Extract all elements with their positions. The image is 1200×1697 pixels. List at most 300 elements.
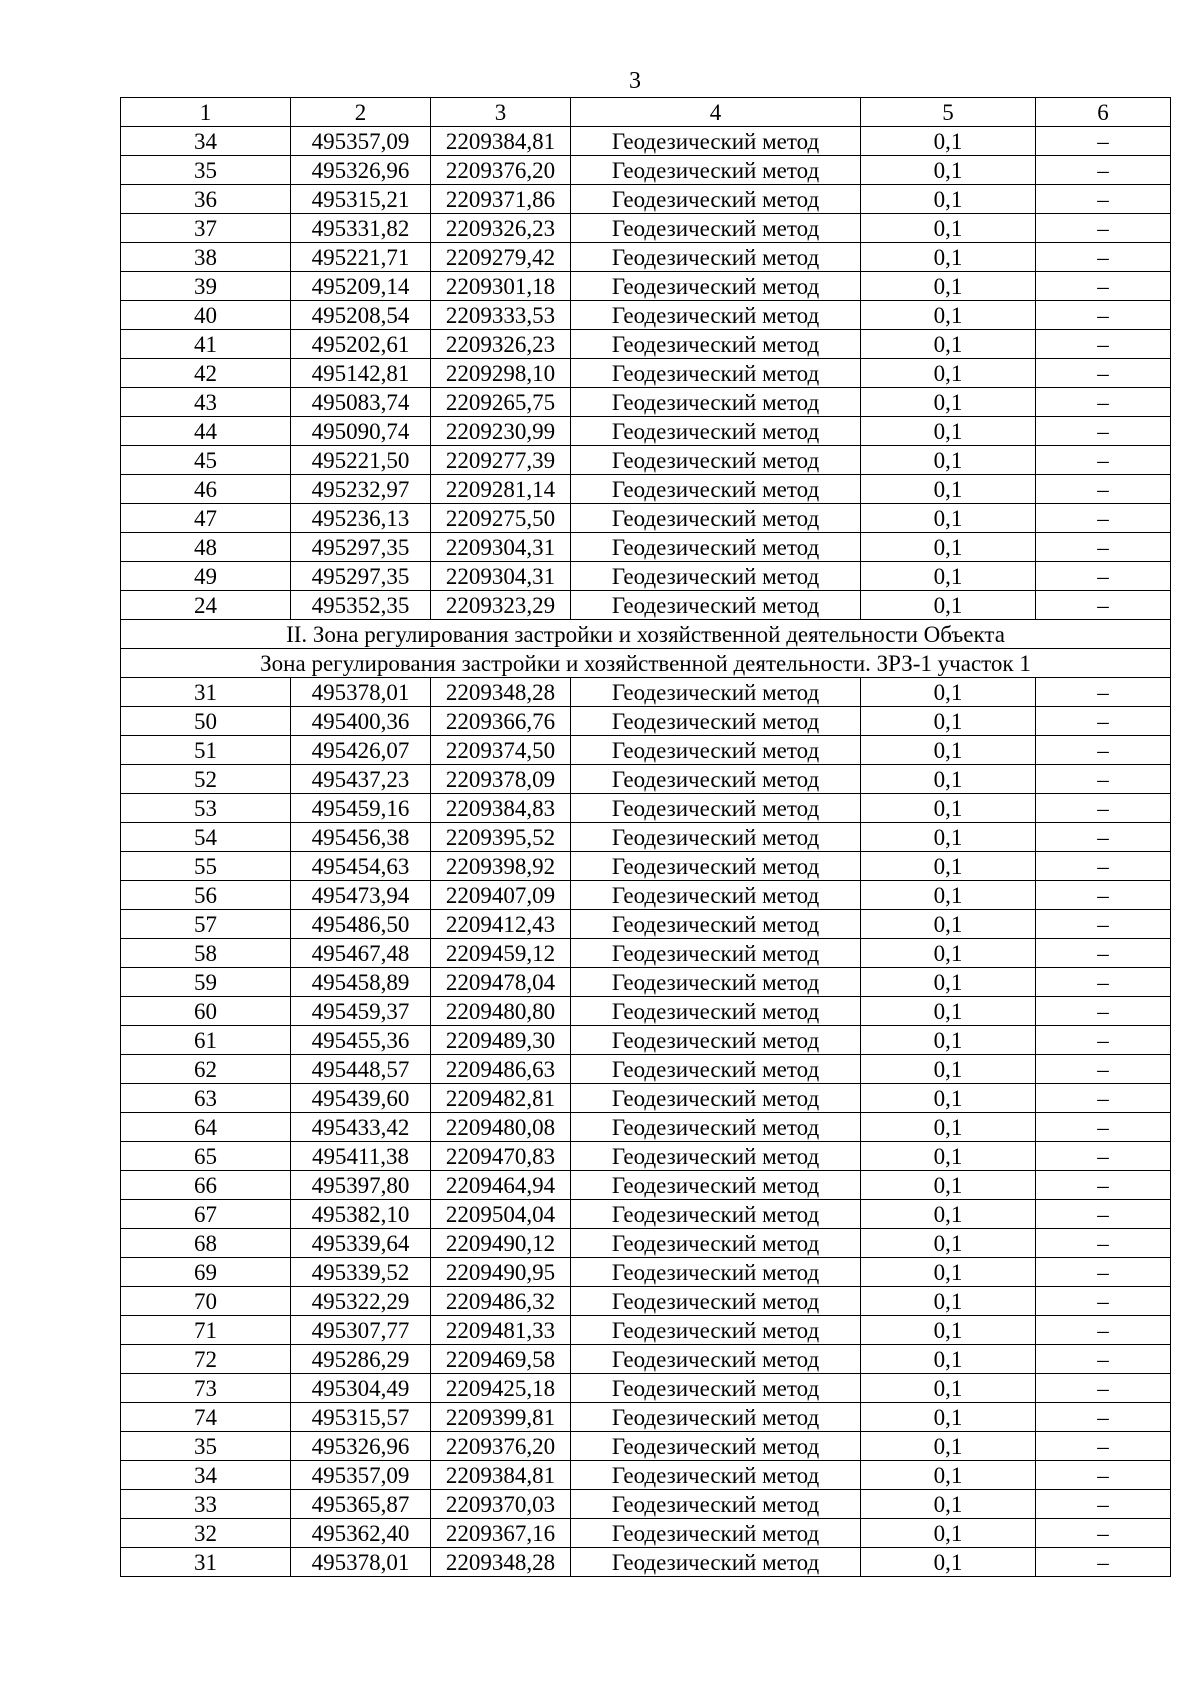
y-coordinate-cell: 2209230,99 — [431, 417, 571, 446]
x-coordinate-cell: 495467,48 — [291, 939, 431, 968]
accuracy-cell: 0,1 — [861, 417, 1036, 446]
description-cell: – — [1036, 330, 1171, 359]
table-row — [121, 475, 1171, 504]
accuracy-cell: 0,1 — [861, 1374, 1036, 1403]
subsection-row — [121, 649, 1171, 678]
y-coordinate-cell: 2209275,50 — [431, 504, 571, 533]
description-cell: – — [1036, 272, 1171, 301]
x-coordinate-cell: 495473,94 — [291, 881, 431, 910]
table-row — [121, 765, 1171, 794]
description-cell: – — [1036, 533, 1171, 562]
table-row — [121, 504, 1171, 533]
method-cell: Геодезический метод — [571, 910, 861, 939]
x-coordinate-cell: 495307,77 — [291, 1316, 431, 1345]
x-coordinate-cell: 495458,89 — [291, 968, 431, 997]
table-row — [121, 272, 1171, 301]
method-cell: Геодезический метод — [571, 968, 861, 997]
x-coordinate-cell: 495411,38 — [291, 1142, 431, 1171]
point-number-cell: 53 — [121, 794, 291, 823]
point-number-cell: 34 — [121, 127, 291, 156]
table-row — [121, 243, 1171, 272]
description-cell: – — [1036, 1490, 1171, 1519]
y-coordinate-cell: 2209470,83 — [431, 1142, 571, 1171]
accuracy-cell: 0,1 — [861, 1258, 1036, 1287]
method-cell: Геодезический метод — [571, 185, 861, 214]
y-coordinate-cell: 2209376,20 — [431, 1432, 571, 1461]
description-cell: – — [1036, 823, 1171, 852]
accuracy-cell: 0,1 — [861, 156, 1036, 185]
point-number-cell: 40 — [121, 301, 291, 330]
table-row — [121, 1316, 1171, 1345]
point-number-cell: 67 — [121, 1200, 291, 1229]
x-coordinate-cell: 495326,96 — [291, 156, 431, 185]
table-row — [121, 1490, 1171, 1519]
y-coordinate-cell: 2209482,81 — [431, 1084, 571, 1113]
point-number-cell: 56 — [121, 881, 291, 910]
method-cell: Геодезический метод — [571, 156, 861, 185]
description-cell: – — [1036, 881, 1171, 910]
point-number-cell: 65 — [121, 1142, 291, 1171]
description-cell: – — [1036, 1142, 1171, 1171]
method-cell: Геодезический метод — [571, 388, 861, 417]
y-coordinate-cell: 2209348,28 — [431, 1548, 571, 1577]
table-row — [121, 1374, 1171, 1403]
accuracy-cell: 0,1 — [861, 533, 1036, 562]
point-number-cell: 68 — [121, 1229, 291, 1258]
point-number-cell: 64 — [121, 1113, 291, 1142]
section-heading-block — [121, 620, 1171, 678]
point-number-cell: 41 — [121, 330, 291, 359]
table-row — [121, 1113, 1171, 1142]
x-coordinate-cell: 495339,64 — [291, 1229, 431, 1258]
accuracy-cell: 0,1 — [861, 214, 1036, 243]
table-row — [121, 417, 1171, 446]
method-cell: Геодезический метод — [571, 475, 861, 504]
method-cell: Геодезический метод — [571, 881, 861, 910]
point-number-cell: 44 — [121, 417, 291, 446]
table-row — [121, 997, 1171, 1026]
y-coordinate-cell: 2209326,23 — [431, 214, 571, 243]
y-coordinate-cell: 2209459,12 — [431, 939, 571, 968]
table-row — [121, 330, 1171, 359]
header-cell-5: 5 — [861, 98, 1036, 127]
accuracy-cell: 0,1 — [861, 997, 1036, 1026]
point-number-cell: 47 — [121, 504, 291, 533]
accuracy-cell: 0,1 — [861, 1200, 1036, 1229]
method-cell: Геодезический метод — [571, 591, 861, 620]
y-coordinate-cell: 2209425,18 — [431, 1374, 571, 1403]
subsection-title: Зона регулирования застройки и хозяйственной деятельности. ЗРЗ-1 участок 1 — [121, 649, 1171, 678]
table-row — [121, 823, 1171, 852]
table-row — [121, 910, 1171, 939]
header-cell-2: 2 — [291, 98, 431, 127]
accuracy-cell: 0,1 — [861, 1171, 1036, 1200]
y-coordinate-cell: 2209378,09 — [431, 765, 571, 794]
x-coordinate-cell: 495232,97 — [291, 475, 431, 504]
y-coordinate-cell: 2209323,29 — [431, 591, 571, 620]
y-coordinate-cell: 2209277,39 — [431, 446, 571, 475]
description-cell: – — [1036, 765, 1171, 794]
accuracy-cell: 0,1 — [861, 852, 1036, 881]
y-coordinate-cell: 2209265,75 — [431, 388, 571, 417]
point-number-cell: 57 — [121, 910, 291, 939]
method-cell: Геодезический метод — [571, 707, 861, 736]
method-cell: Геодезический метод — [571, 1287, 861, 1316]
method-cell: Геодезический метод — [571, 272, 861, 301]
table-body-part1 — [121, 127, 1171, 620]
point-number-cell: 50 — [121, 707, 291, 736]
point-number-cell: 45 — [121, 446, 291, 475]
accuracy-cell: 0,1 — [861, 1287, 1036, 1316]
y-coordinate-cell: 2209480,08 — [431, 1113, 571, 1142]
y-coordinate-cell: 2209333,53 — [431, 301, 571, 330]
accuracy-cell: 0,1 — [861, 504, 1036, 533]
accuracy-cell: 0,1 — [861, 1316, 1036, 1345]
point-number-cell: 35 — [121, 156, 291, 185]
table-row — [121, 968, 1171, 997]
description-cell: – — [1036, 678, 1171, 707]
accuracy-cell: 0,1 — [861, 1548, 1036, 1577]
accuracy-cell: 0,1 — [861, 591, 1036, 620]
accuracy-cell: 0,1 — [861, 707, 1036, 736]
description-cell: – — [1036, 939, 1171, 968]
point-number-cell: 52 — [121, 765, 291, 794]
method-cell: Геодезический метод — [571, 1461, 861, 1490]
description-cell: – — [1036, 1026, 1171, 1055]
table-row — [121, 1432, 1171, 1461]
point-number-cell: 54 — [121, 823, 291, 852]
y-coordinate-cell: 2209367,16 — [431, 1519, 571, 1548]
method-cell: Геодезический метод — [571, 852, 861, 881]
x-coordinate-cell: 495315,21 — [291, 185, 431, 214]
accuracy-cell: 0,1 — [861, 1055, 1036, 1084]
description-cell: – — [1036, 1461, 1171, 1490]
description-cell: – — [1036, 591, 1171, 620]
description-cell: – — [1036, 1287, 1171, 1316]
description-cell: – — [1036, 707, 1171, 736]
table-row — [121, 1461, 1171, 1490]
description-cell: – — [1036, 475, 1171, 504]
x-coordinate-cell: 495397,80 — [291, 1171, 431, 1200]
y-coordinate-cell: 2209371,86 — [431, 185, 571, 214]
accuracy-cell: 0,1 — [861, 794, 1036, 823]
description-cell: – — [1036, 794, 1171, 823]
y-coordinate-cell: 2209481,33 — [431, 1316, 571, 1345]
point-number-cell: 37 — [121, 214, 291, 243]
method-cell: Геодезический метод — [571, 678, 861, 707]
y-coordinate-cell: 2209374,50 — [431, 736, 571, 765]
method-cell: Геодезический метод — [571, 359, 861, 388]
accuracy-cell: 0,1 — [861, 446, 1036, 475]
header-cell-6: 6 — [1036, 98, 1171, 127]
description-cell: – — [1036, 1113, 1171, 1142]
point-number-cell: 74 — [121, 1403, 291, 1432]
description-cell: – — [1036, 359, 1171, 388]
description-cell: – — [1036, 214, 1171, 243]
description-cell: – — [1036, 446, 1171, 475]
x-coordinate-cell: 495304,49 — [291, 1374, 431, 1403]
point-number-cell: 48 — [121, 533, 291, 562]
x-coordinate-cell: 495456,38 — [291, 823, 431, 852]
x-coordinate-cell: 495459,16 — [291, 794, 431, 823]
y-coordinate-cell: 2209395,52 — [431, 823, 571, 852]
method-cell: Геодезический метод — [571, 301, 861, 330]
method-cell: Геодезический метод — [571, 127, 861, 156]
method-cell: Геодезический метод — [571, 1142, 861, 1171]
x-coordinate-cell: 495339,52 — [291, 1258, 431, 1287]
description-cell: – — [1036, 1519, 1171, 1548]
accuracy-cell: 0,1 — [861, 272, 1036, 301]
method-cell: Геодезический метод — [571, 1026, 861, 1055]
y-coordinate-cell: 2209384,81 — [431, 127, 571, 156]
point-number-cell: 55 — [121, 852, 291, 881]
accuracy-cell: 0,1 — [861, 1026, 1036, 1055]
description-cell: – — [1036, 127, 1171, 156]
method-cell: Геодезический метод — [571, 1055, 861, 1084]
description-cell: – — [1036, 1548, 1171, 1577]
x-coordinate-cell: 495437,23 — [291, 765, 431, 794]
point-number-cell: 69 — [121, 1258, 291, 1287]
point-number-cell: 61 — [121, 1026, 291, 1055]
table-row — [121, 707, 1171, 736]
y-coordinate-cell: 2209376,20 — [431, 156, 571, 185]
method-cell: Геодезический метод — [571, 446, 861, 475]
point-number-cell: 66 — [121, 1171, 291, 1200]
description-cell: – — [1036, 968, 1171, 997]
point-number-cell: 34 — [121, 1461, 291, 1490]
table-row — [121, 678, 1171, 707]
description-cell: – — [1036, 1345, 1171, 1374]
y-coordinate-cell: 2209486,63 — [431, 1055, 571, 1084]
accuracy-cell: 0,1 — [861, 1229, 1036, 1258]
point-number-cell: 71 — [121, 1316, 291, 1345]
description-cell: – — [1036, 1171, 1171, 1200]
accuracy-cell: 0,1 — [861, 475, 1036, 504]
y-coordinate-cell: 2209399,81 — [431, 1403, 571, 1432]
method-cell: Геодезический метод — [571, 1316, 861, 1345]
table-row — [121, 1287, 1171, 1316]
point-number-cell: 59 — [121, 968, 291, 997]
accuracy-cell: 0,1 — [861, 1345, 1036, 1374]
accuracy-cell: 0,1 — [861, 359, 1036, 388]
table-row — [121, 1519, 1171, 1548]
table-row — [121, 359, 1171, 388]
description-cell: – — [1036, 736, 1171, 765]
y-coordinate-cell: 2209469,58 — [431, 1345, 571, 1374]
description-cell: – — [1036, 1432, 1171, 1461]
point-number-cell: 31 — [121, 678, 291, 707]
accuracy-cell: 0,1 — [861, 1432, 1036, 1461]
table-row — [121, 301, 1171, 330]
table-row — [121, 794, 1171, 823]
x-coordinate-cell: 495362,40 — [291, 1519, 431, 1548]
table-body-part2 — [121, 678, 1171, 1577]
point-number-cell: 60 — [121, 997, 291, 1026]
table-row — [121, 1055, 1171, 1084]
description-cell: – — [1036, 562, 1171, 591]
x-coordinate-cell: 495208,54 — [291, 301, 431, 330]
table-row — [121, 852, 1171, 881]
table-row — [121, 533, 1171, 562]
point-number-cell: 70 — [121, 1287, 291, 1316]
table-row — [121, 446, 1171, 475]
x-coordinate-cell: 495221,50 — [291, 446, 431, 475]
method-cell: Геодезический метод — [571, 939, 861, 968]
method-cell: Геодезический метод — [571, 1490, 861, 1519]
table-row — [121, 127, 1171, 156]
accuracy-cell: 0,1 — [861, 968, 1036, 997]
accuracy-cell: 0,1 — [861, 185, 1036, 214]
x-coordinate-cell: 495315,57 — [291, 1403, 431, 1432]
accuracy-cell: 0,1 — [861, 330, 1036, 359]
x-coordinate-cell: 495286,29 — [291, 1345, 431, 1374]
section-row — [121, 620, 1171, 649]
y-coordinate-cell: 2209298,10 — [431, 359, 571, 388]
coordinates-table — [120, 97, 1171, 1577]
x-coordinate-cell: 495459,37 — [291, 997, 431, 1026]
table-row — [121, 1548, 1171, 1577]
page-number: 3 — [629, 68, 641, 94]
method-cell: Геодезический метод — [571, 1171, 861, 1200]
accuracy-cell: 0,1 — [861, 388, 1036, 417]
method-cell: Геодезический метод — [571, 765, 861, 794]
y-coordinate-cell: 2209407,09 — [431, 881, 571, 910]
header-cell-4: 4 — [571, 98, 861, 127]
x-coordinate-cell: 495454,63 — [291, 852, 431, 881]
point-number-cell: 32 — [121, 1519, 291, 1548]
point-number-cell: 33 — [121, 1490, 291, 1519]
table-row — [121, 1258, 1171, 1287]
method-cell: Геодезический метод — [571, 1519, 861, 1548]
description-cell: – — [1036, 910, 1171, 939]
table-row — [121, 1229, 1171, 1258]
point-number-cell: 38 — [121, 243, 291, 272]
method-cell: Геодезический метод — [571, 736, 861, 765]
description-cell: – — [1036, 504, 1171, 533]
x-coordinate-cell: 495433,42 — [291, 1113, 431, 1142]
x-coordinate-cell: 495378,01 — [291, 678, 431, 707]
description-cell: – — [1036, 1084, 1171, 1113]
x-coordinate-cell: 495326,96 — [291, 1432, 431, 1461]
method-cell: Геодезический метод — [571, 823, 861, 852]
accuracy-cell: 0,1 — [861, 562, 1036, 591]
method-cell: Геодезический метод — [571, 504, 861, 533]
method-cell: Геодезический метод — [571, 1345, 861, 1374]
table-row — [121, 939, 1171, 968]
description-cell: – — [1036, 185, 1171, 214]
y-coordinate-cell: 2209504,04 — [431, 1200, 571, 1229]
point-number-cell: 49 — [121, 562, 291, 591]
table-row — [121, 388, 1171, 417]
table-row — [121, 156, 1171, 185]
point-number-cell: 51 — [121, 736, 291, 765]
header-cell-1: 1 — [121, 98, 291, 127]
point-number-cell: 73 — [121, 1374, 291, 1403]
description-cell: – — [1036, 1374, 1171, 1403]
y-coordinate-cell: 2209304,31 — [431, 533, 571, 562]
description-cell: – — [1036, 1316, 1171, 1345]
y-coordinate-cell: 2209398,92 — [431, 852, 571, 881]
x-coordinate-cell: 495083,74 — [291, 388, 431, 417]
table-row — [121, 881, 1171, 910]
table-row — [121, 1026, 1171, 1055]
description-cell: – — [1036, 1258, 1171, 1287]
x-coordinate-cell: 495426,07 — [291, 736, 431, 765]
table-row — [121, 1171, 1171, 1200]
description-cell: – — [1036, 1055, 1171, 1084]
x-coordinate-cell: 495297,35 — [291, 533, 431, 562]
x-coordinate-cell: 495322,29 — [291, 1287, 431, 1316]
point-number-cell: 39 — [121, 272, 291, 301]
y-coordinate-cell: 2209486,32 — [431, 1287, 571, 1316]
method-cell: Геодезический метод — [571, 1113, 861, 1142]
accuracy-cell: 0,1 — [861, 127, 1036, 156]
y-coordinate-cell: 2209348,28 — [431, 678, 571, 707]
accuracy-cell: 0,1 — [861, 736, 1036, 765]
table-row — [121, 185, 1171, 214]
point-number-cell: 42 — [121, 359, 291, 388]
accuracy-cell: 0,1 — [861, 1142, 1036, 1171]
x-coordinate-cell: 495297,35 — [291, 562, 431, 591]
table-row — [121, 1200, 1171, 1229]
y-coordinate-cell: 2209478,04 — [431, 968, 571, 997]
accuracy-cell: 0,1 — [861, 243, 1036, 272]
accuracy-cell: 0,1 — [861, 910, 1036, 939]
x-coordinate-cell: 495439,60 — [291, 1084, 431, 1113]
x-coordinate-cell: 495378,01 — [291, 1548, 431, 1577]
accuracy-cell: 0,1 — [861, 1461, 1036, 1490]
description-cell: – — [1036, 852, 1171, 881]
description-cell: – — [1036, 301, 1171, 330]
method-cell: Геодезический метод — [571, 1403, 861, 1432]
method-cell: Геодезический метод — [571, 533, 861, 562]
description-cell: – — [1036, 243, 1171, 272]
header-cell-3: 3 — [431, 98, 571, 127]
y-coordinate-cell: 2209490,12 — [431, 1229, 571, 1258]
x-coordinate-cell: 495202,61 — [291, 330, 431, 359]
table-row — [121, 562, 1171, 591]
x-coordinate-cell: 495357,09 — [291, 1461, 431, 1490]
description-cell: – — [1036, 388, 1171, 417]
point-number-cell: 35 — [121, 1432, 291, 1461]
method-cell: Геодезический метод — [571, 417, 861, 446]
point-number-cell: 43 — [121, 388, 291, 417]
accuracy-cell: 0,1 — [861, 939, 1036, 968]
accuracy-cell: 0,1 — [861, 301, 1036, 330]
table-row — [121, 736, 1171, 765]
method-cell: Геодезический метод — [571, 1084, 861, 1113]
table-row — [121, 591, 1171, 620]
table-header-row — [121, 98, 1171, 127]
y-coordinate-cell: 2209281,14 — [431, 475, 571, 504]
point-number-cell: 46 — [121, 475, 291, 504]
accuracy-cell: 0,1 — [861, 1084, 1036, 1113]
x-coordinate-cell: 495400,36 — [291, 707, 431, 736]
table-row — [121, 214, 1171, 243]
x-coordinate-cell: 495236,13 — [291, 504, 431, 533]
accuracy-cell: 0,1 — [861, 678, 1036, 707]
x-coordinate-cell: 495331,82 — [291, 214, 431, 243]
y-coordinate-cell: 2209480,80 — [431, 997, 571, 1026]
point-number-cell: 72 — [121, 1345, 291, 1374]
accuracy-cell: 0,1 — [861, 881, 1036, 910]
accuracy-cell: 0,1 — [861, 1519, 1036, 1548]
y-coordinate-cell: 2209366,76 — [431, 707, 571, 736]
point-number-cell: 24 — [121, 591, 291, 620]
x-coordinate-cell: 495090,74 — [291, 417, 431, 446]
description-cell: – — [1036, 1200, 1171, 1229]
description-cell: – — [1036, 417, 1171, 446]
